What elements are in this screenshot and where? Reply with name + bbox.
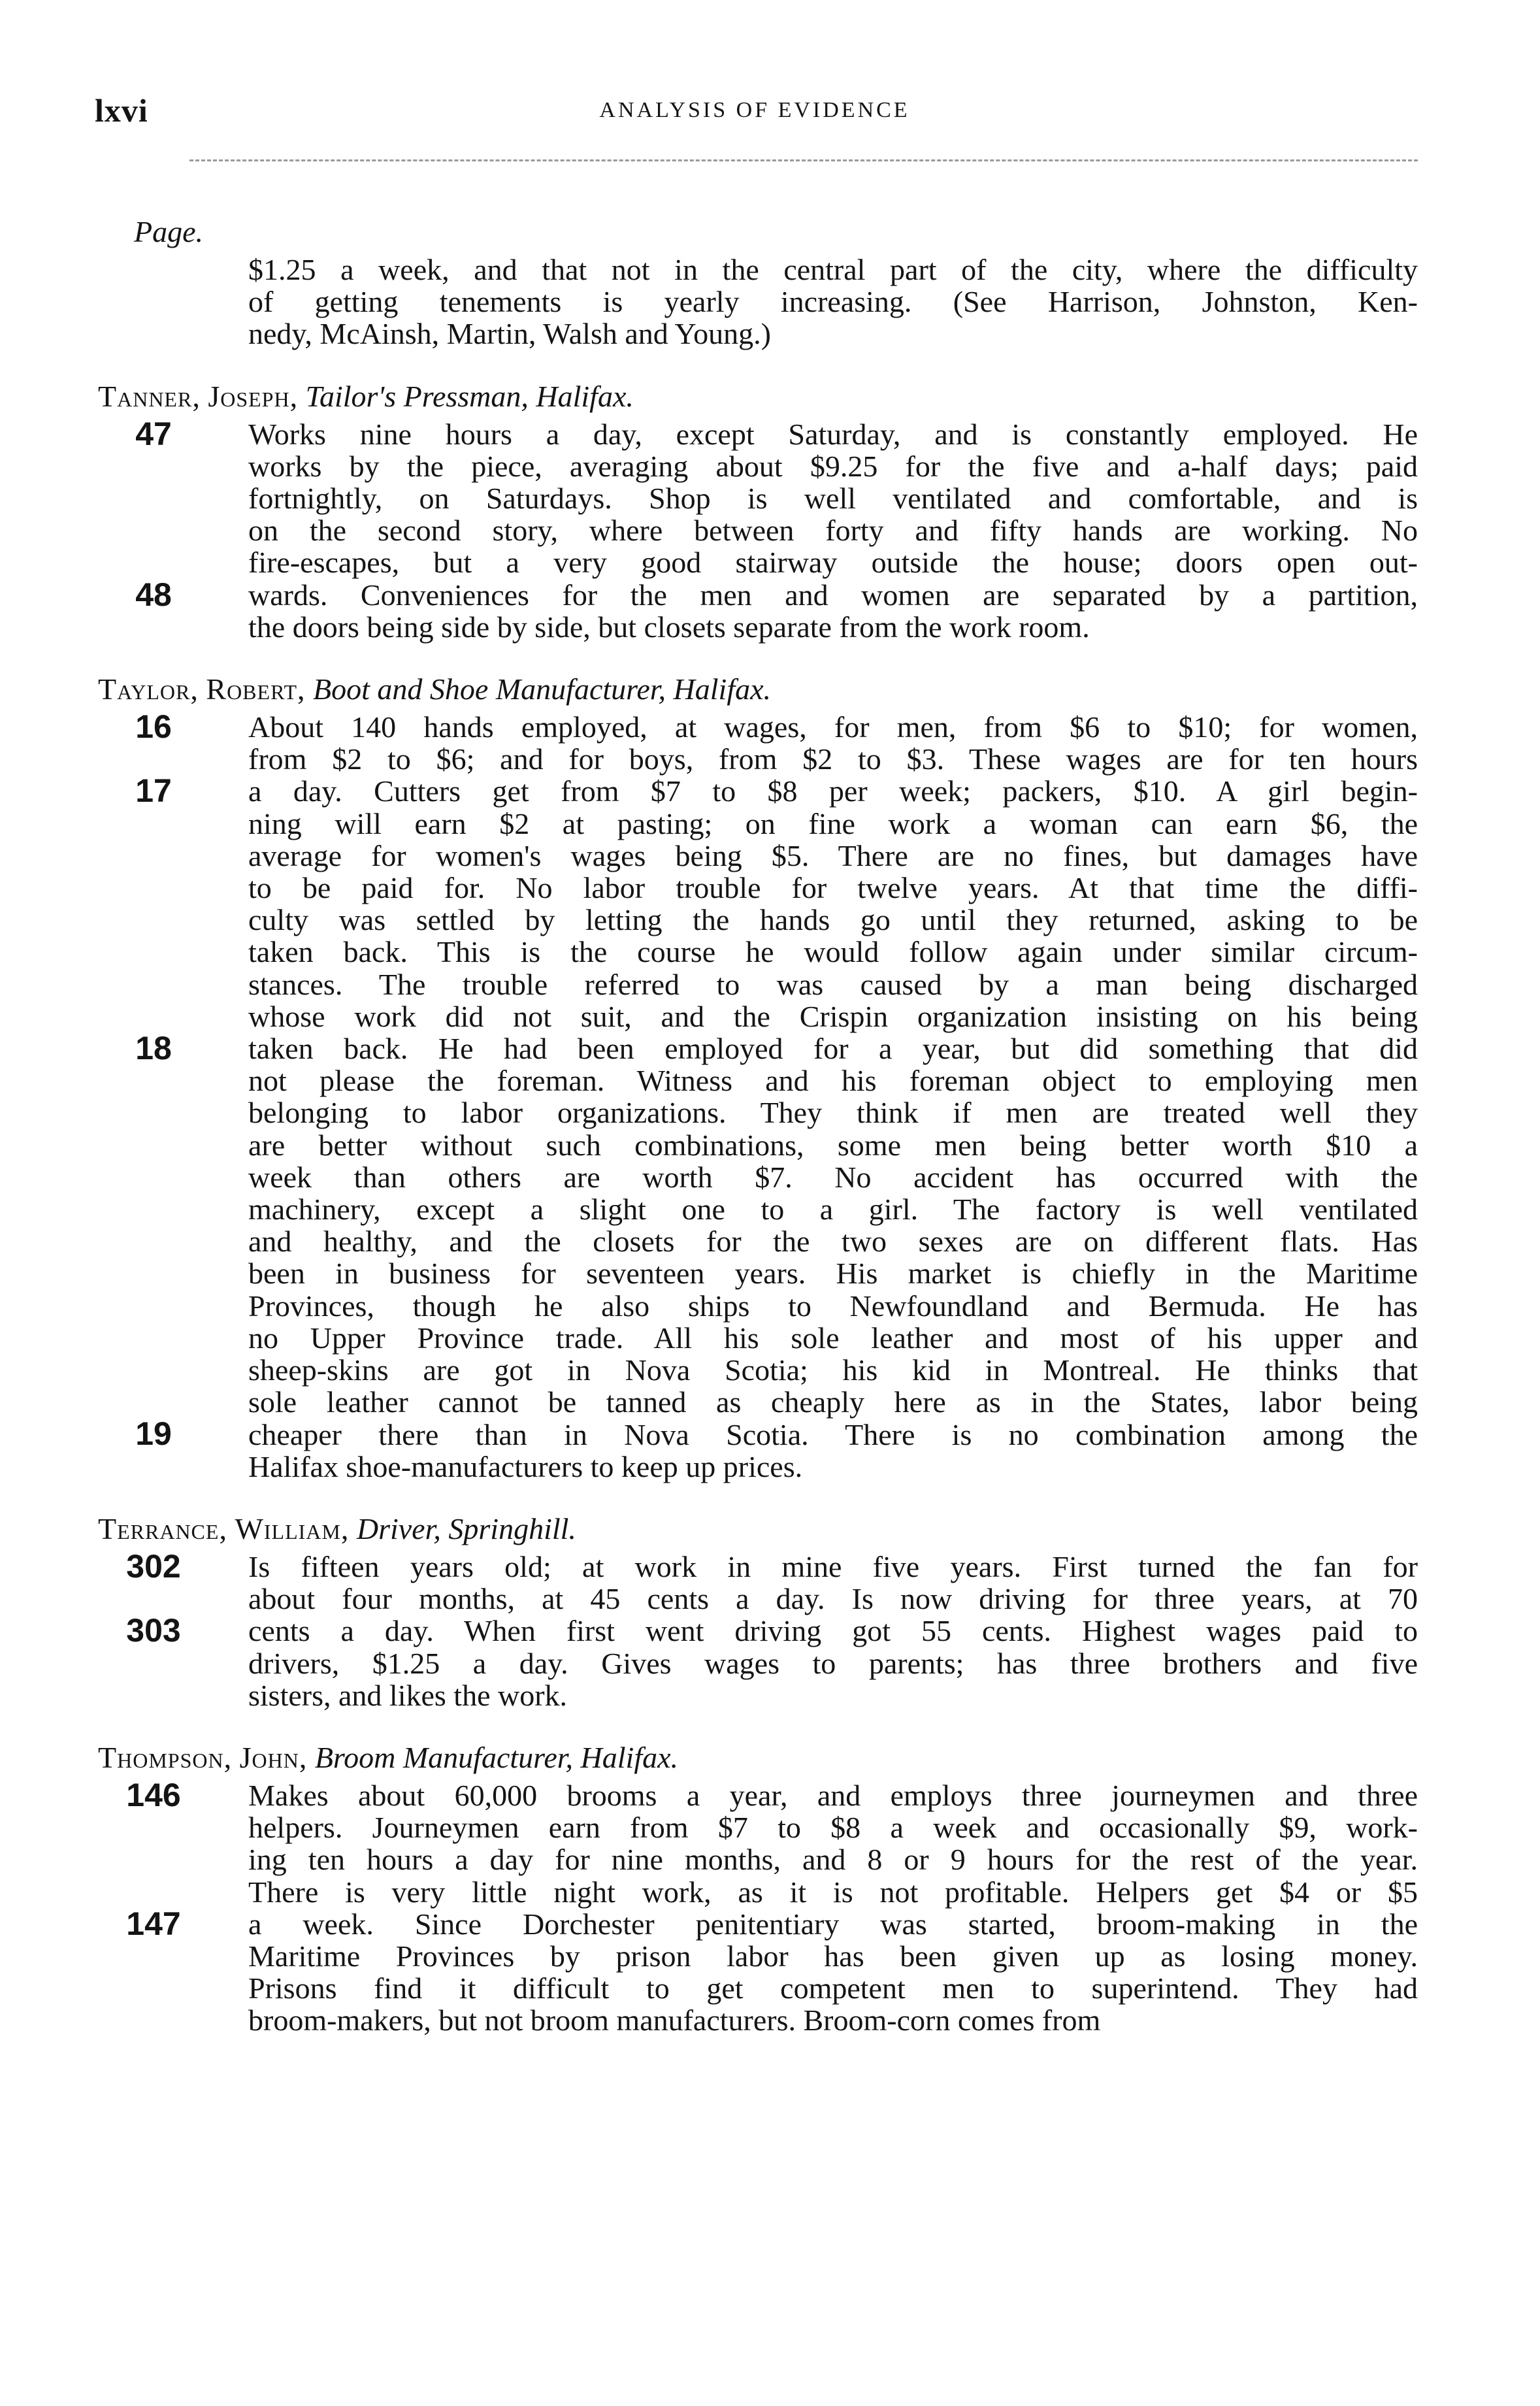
text-line: no Upper Province trade. All his sole leather and most of his upper and (248, 1321, 1418, 1355)
text-line: to be paid for. No labor trouble for twelve years. At that time the diffi- (248, 871, 1418, 905)
witness-forename: William, (235, 1511, 350, 1545)
text-line: Is fifteen years old; at work in mine five years. First turned the fan for (248, 1549, 1418, 1583)
text-line: Provinces, though he also ships to Newfoundland and Bermuda. He has (248, 1289, 1418, 1323)
text-line: are better without such combinations, some men being better worth $10 a (248, 1128, 1418, 1162)
text-line: sheep-skins are got in Nova Scotia; his kid in Montreal. He thinks that (248, 1353, 1418, 1387)
evidence-entry (98, 1511, 1418, 1711)
text-line: culty was settled by letting the hands go until they returned, asking to be (248, 903, 1418, 937)
text-line: $1.25 a week, and that not in the central part of the city, where the difficulty (248, 253, 1418, 286)
entry-spacer (98, 350, 1418, 379)
witness-heading (98, 379, 1418, 414)
text-line: not please the foreman. Witness and his foreman object to employing men (248, 1064, 1418, 1098)
page-reference: 17 (135, 772, 172, 810)
page-reference: 302 (126, 1547, 181, 1585)
evidence-summary (248, 254, 1418, 350)
witness-occupation: Tailor's Pressman, Halifax. (305, 379, 634, 413)
witness-heading (98, 1511, 1418, 1547)
text-line: Works nine hours a day, except Saturday, and is constantly employed. He (248, 417, 1418, 451)
witness-heading (98, 1740, 1418, 1775)
page-reference: 47 (135, 415, 172, 452)
evidence-entry (98, 1740, 1418, 2037)
entry-spacer (98, 643, 1418, 672)
text-line: cheaper there than in Nova Scotia. There is no combination among the (248, 1417, 1418, 1451)
page-reference: 19 (135, 1415, 172, 1453)
evidence-summary (126, 1547, 1418, 1712)
text-line: taken back. He had been employed for a year, but did something that did (248, 1032, 1418, 1066)
page-number: lxvi (95, 92, 148, 129)
text-line: and healthy, and the closets for the two sexes are on different flats. Has (248, 1225, 1418, 1259)
page-reference: 18 (135, 1030, 172, 1067)
witness-surname: Thompson, (98, 1740, 233, 1774)
text-line: drivers, $1.25 a day. Gives wages to parents; has three brothers and five (248, 1646, 1418, 1680)
text-line: helpers. Journeymen earn from $7 to $8 a week and occasionally $9, work- (248, 1811, 1418, 1845)
running-title: ANALYSIS OF EVIDENCE (599, 98, 910, 122)
page-reference: 146 (126, 1776, 181, 1813)
text-line: machinery, except a slight one to a girl. The factory is well ventilated (248, 1193, 1418, 1227)
text-line: week than others are worth $7. No accident has occurred with the (248, 1160, 1418, 1194)
text-line: a week. Since Dorchester penitentiary was started, broom-making in the (248, 1907, 1418, 1941)
witness-surname: Taylor, (98, 672, 199, 706)
witness-occupation: Boot and Shoe Manufacturer, Halifax. (313, 672, 772, 706)
text-line: cents a day. When first went driving got 55 cents. Highest wages paid to (248, 1614, 1418, 1648)
text-line: on the second story, where between forty and fifty hands are working. No (248, 514, 1418, 548)
text-line: ning will earn $2 at pasting; on fine work a woman can earn $6, the (248, 806, 1418, 840)
header-rule (189, 159, 1418, 161)
witness-forename: Robert, (206, 672, 306, 706)
text-line: nedy, McAinsh, Martin, Walsh and Young.) (248, 317, 771, 351)
evidence-entries (98, 254, 1418, 2037)
witness-surname: Terrance, (98, 1511, 227, 1545)
evidence-entry (98, 379, 1418, 643)
witness-forename: Joseph, (208, 379, 299, 413)
text-line: stances. The trouble referred to was caused by a man being discharged (248, 967, 1418, 1001)
text-line: broom-makers, but not broom manufacturers. Broom-corn comes from (248, 2003, 1101, 2037)
page-reference: 303 (126, 1612, 181, 1649)
text-line: from $2 to $6; and for boys, from $2 to $3. These wages are for ten hours (248, 742, 1418, 776)
text-line: Makes about 60,000 brooms a year, and employs three journeymen and three (248, 1778, 1418, 1812)
text-line: whose work did not suit, and the Crispin organization insisting on his being (248, 999, 1418, 1033)
text-line: About 140 hands employed, at wages, for men, from $6 to $10; for women, (248, 710, 1418, 744)
text-line: There is very little night work, as it is not profitable. Helpers get $4 or $5 (248, 1875, 1418, 1909)
text-line: been in business for seventeen years. His market is chiefly in the Maritime (248, 1257, 1418, 1291)
entry-spacer (98, 1483, 1418, 1511)
text-line: fortnightly, on Saturdays. Shop is well ventilated and comfortable, and is (248, 482, 1418, 516)
evidence-summary (135, 415, 1418, 644)
text-line: sole leather cannot be tanned as cheaply here as in the States, labor being (248, 1385, 1418, 1419)
text-line: ing ten hours a day for nine months, and 8 or 9 hours for the rest of the year. (248, 1843, 1418, 1877)
witness-occupation: Broom Manufacturer, Halifax. (314, 1740, 679, 1774)
page-column-heading: Page. (134, 215, 204, 248)
evidence-entry (98, 672, 1418, 1483)
page-header (95, 91, 1415, 131)
text-line: belonging to labor organizations. They think if men are treated well they (248, 1096, 1418, 1130)
text-line: average for women's wages being $5. There are no fines, but damages have (248, 838, 1418, 872)
text-line: taken back. This is the course he would follow again under similar circum- (248, 935, 1418, 969)
page-reference: 16 (135, 708, 172, 746)
text-line: a day. Cutters get from $7 to $8 per week; packers, $10. A girl begin- (248, 774, 1418, 808)
text-line: fire-escapes, but a very good stairway outside the house; doors open out- (248, 546, 1418, 580)
page-reference: 48 (135, 576, 172, 613)
entry-spacer (98, 1711, 1418, 1740)
witness-heading (98, 672, 1418, 707)
text-line: Prisons find it difficult to get competent men to superintend. They had (248, 1971, 1418, 2005)
page-reference: 147 (126, 1905, 181, 1942)
text-line: sisters, and likes the work. (248, 1678, 568, 1712)
text-line: about four months, at 45 cents a day. Is now driving for three years, at 70 (248, 1582, 1418, 1616)
witness-forename: John, (239, 1740, 308, 1774)
text-line: Maritime Provinces by prison labor has been given up as losing money. (248, 1939, 1418, 1973)
text-line: Halifax shoe-manufacturers to keep up prices. (248, 1449, 803, 1483)
text-line: the doors being side by side, but closets separate from the work room. (248, 610, 1090, 644)
witness-occupation: Driver, Springhill. (356, 1511, 576, 1545)
evidence-summary (135, 708, 1418, 1483)
text-line: works by the piece, averaging about $9.25 for the five and a-half days; paid (248, 449, 1418, 483)
text-line: of getting tenements is yearly increasing. (See Harrison, Johnston, Ken- (248, 285, 1418, 319)
evidence-summary (126, 1776, 1418, 2037)
witness-surname: Tanner, (98, 379, 201, 413)
text-line: wards. Conveniences for the men and women are separated by a partition, (248, 578, 1418, 612)
evidence-entry (98, 254, 1418, 350)
